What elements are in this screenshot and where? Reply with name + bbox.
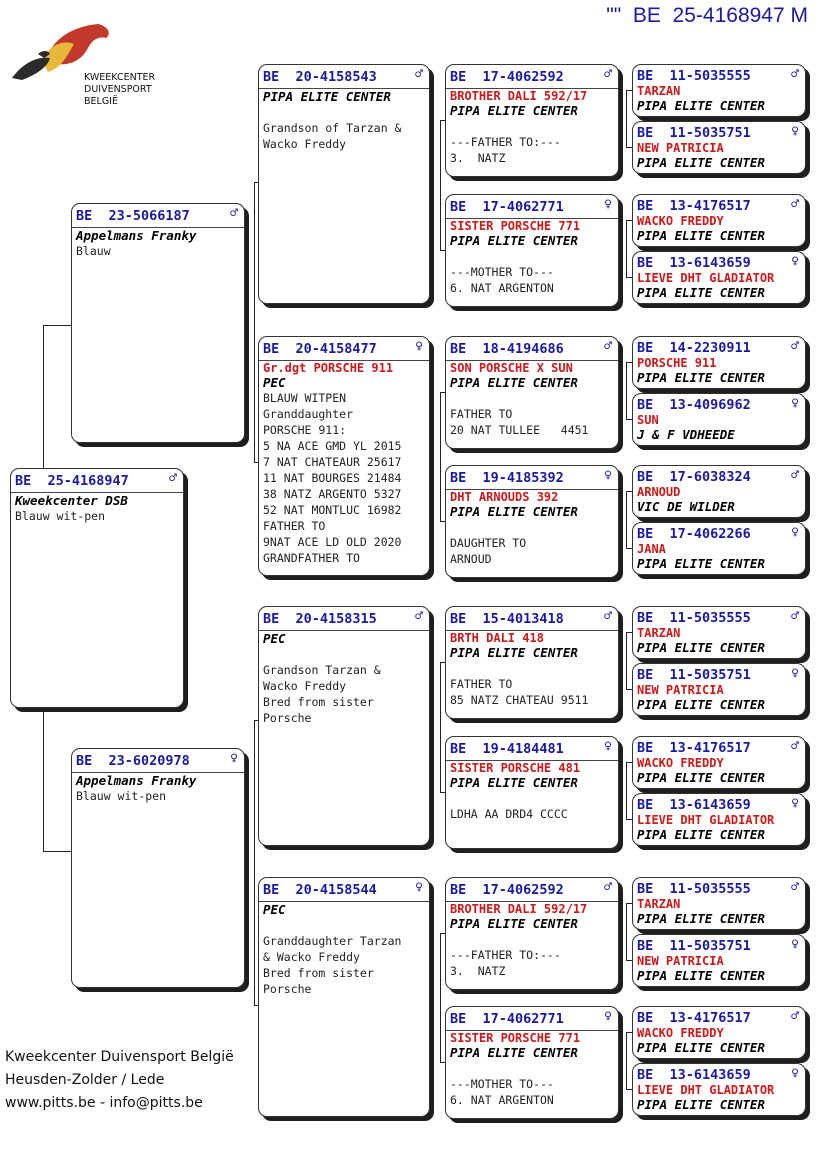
ring-number: BE 20-4158544 xyxy=(263,881,377,898)
ring-number: BE 17-4062592 xyxy=(450,68,564,85)
pigeon-card[interactable] xyxy=(632,465,806,518)
card-header xyxy=(446,607,618,631)
pigeon-description: ---MOTHER TO--- 6. NAT ARGENTON xyxy=(450,1077,554,1107)
sex-icon: ♀ xyxy=(604,197,612,212)
card-header xyxy=(72,749,244,773)
sex-icon: ♀ xyxy=(791,1066,799,1081)
card-header xyxy=(633,466,805,485)
pigeon-card[interactable] xyxy=(258,64,430,304)
sex-icon: ♀ xyxy=(791,666,799,681)
card-header xyxy=(446,737,618,761)
sex-icon: ♂ xyxy=(791,468,799,483)
ring-number: BE 17-4062771 xyxy=(450,1010,564,1027)
pigeon-name: PORSCHE 911 xyxy=(637,356,717,370)
sex-icon: ♂ xyxy=(791,609,799,624)
footer-contact[interactable]: www.pitts.be - info@pitts.be xyxy=(5,1095,203,1111)
breeder-name: PIPA ELITE CENTER xyxy=(450,504,578,519)
breeder-name: PIPA ELITE CENTER xyxy=(637,770,765,785)
ring-number: BE 11-5035751 xyxy=(637,125,751,141)
connector-line xyxy=(440,120,441,250)
ring-number: BE 11-5035751 xyxy=(637,667,751,683)
pigeon-card[interactable] xyxy=(445,465,619,578)
pigeon-description: BLAUW WITPEN Granddaughter PORSCHE 911: 5 NA ACE GMD YL 2015 7 NAT CHATEAUR 25617 11 NAT BOURGES 21484 38 NATZ ARGENTO 5327 52 NAT MONTLUC 16982 FATHER TO 9NAT ACE LD OLD 2020 GRANDFATHER TO xyxy=(263,391,402,565)
ring-number: BE 20-4158315 xyxy=(263,610,377,627)
pigeon-card[interactable] xyxy=(10,468,184,708)
pigeon-name: BROTHER DALI 592/17 xyxy=(450,89,588,103)
sex-icon: ♀ xyxy=(791,396,799,411)
sex-icon: ♂ xyxy=(230,206,238,221)
pigeon-name: Gr.dgt PORSCHE 911 xyxy=(263,361,394,375)
card-header xyxy=(633,337,805,356)
card-header xyxy=(259,65,429,89)
sex-icon: ♀ xyxy=(791,124,799,139)
card-header xyxy=(446,878,618,902)
ring-number: BE 17-4062266 xyxy=(637,526,751,542)
breeder-name: PIPA ELITE CENTER xyxy=(637,370,765,385)
breeder-name: PIPA ELITE CENTER xyxy=(637,968,765,983)
sex-icon: ♀ xyxy=(604,1009,612,1024)
pigeon-name: TARZAN xyxy=(637,84,681,98)
pigeon-description: Blauw xyxy=(76,244,111,258)
breeder-name: PIPA ELITE CENTER xyxy=(450,775,578,790)
pigeon-card[interactable] xyxy=(258,606,430,846)
pigeon-description: Grandson Tarzan & Wacko Freddy Bred from sister Porsche xyxy=(263,663,381,725)
pigeon-card[interactable] xyxy=(445,194,619,307)
breeder-name: Appelmans Franky xyxy=(76,228,197,243)
pigeon-name: LIEVE DHT GLADIATOR xyxy=(637,271,775,285)
sex-icon: ♀ xyxy=(604,739,612,754)
card-header xyxy=(259,607,429,631)
ring-number: BE 11-5035555 xyxy=(637,881,751,897)
pigeon-description: Granddaughter Tarzan & Wacko Freddy Bred from sister Porsche xyxy=(263,934,402,996)
pigeon-name: LIEVE DHT GLADIATOR xyxy=(637,1083,775,1097)
sex-icon: ♀ xyxy=(230,751,238,766)
pigeon-card[interactable] xyxy=(632,393,806,446)
connector-line xyxy=(43,851,71,852)
card-header xyxy=(259,337,429,361)
pigeon-card[interactable] xyxy=(632,336,806,389)
breeder-name: PIPA ELITE CENTER xyxy=(637,228,765,243)
pigeon-name: WACKO FREDDY xyxy=(637,214,724,228)
card-header xyxy=(633,122,805,141)
pigeon-name: SUN xyxy=(637,413,659,427)
pigeon-description: Blauw wit-pen xyxy=(15,509,106,523)
card-header xyxy=(11,469,183,493)
pigeon-name: LIEVE DHT GLADIATOR xyxy=(637,813,775,827)
pigeon-card[interactable] xyxy=(445,736,619,849)
breeder-name: PEC xyxy=(263,631,286,646)
pigeon-name: TARZAN xyxy=(637,626,681,640)
breeder-name: PIPA ELITE CENTER xyxy=(637,155,765,170)
card-header xyxy=(633,523,805,542)
pigeon-card[interactable] xyxy=(632,121,806,174)
pigeon-card[interactable] xyxy=(445,336,619,449)
sex-icon: ♂ xyxy=(791,339,799,354)
footer xyxy=(5,1046,234,1115)
breeder-name: PIPA ELITE CENTER xyxy=(450,233,578,248)
ring-number: BE 20-4158477 xyxy=(263,340,377,357)
pigeon-name: SISTER PORSCHE 481 xyxy=(450,761,581,775)
card-header xyxy=(633,195,805,214)
pigeon-card[interactable] xyxy=(632,251,806,304)
pigeon-name: WACKO FREDDY xyxy=(637,756,724,770)
ring-number: BE 11-5035555 xyxy=(637,68,751,84)
ring-number: BE 20-4158543 xyxy=(263,68,377,85)
ring-number: BE 13-6143659 xyxy=(637,1067,751,1083)
ring-number: BE 23-6020978 xyxy=(76,752,190,769)
pigeon-name: SISTER PORSCHE 771 xyxy=(450,1031,581,1045)
card-header xyxy=(633,878,805,897)
breeder-name: PEC xyxy=(263,375,286,390)
ring-number: BE 17-4062771 xyxy=(450,198,564,215)
pigeon-card[interactable] xyxy=(445,877,619,990)
breeder-name: PIPA ELITE CENTER xyxy=(450,916,578,931)
card-header xyxy=(446,195,618,219)
card-header xyxy=(72,204,244,228)
pigeon-name: SISTER PORSCHE 771 xyxy=(450,219,581,233)
card-header xyxy=(446,337,618,361)
pigeon-card[interactable] xyxy=(445,606,619,719)
connector-line xyxy=(440,662,441,792)
sex-icon: ♀ xyxy=(415,339,423,354)
card-header xyxy=(259,878,429,902)
breeder-name: Kweekcenter DSB xyxy=(15,493,128,508)
connector-line xyxy=(626,632,627,689)
card-header xyxy=(633,737,805,756)
connector-line xyxy=(626,762,627,819)
card-header xyxy=(446,65,618,89)
pigeon-description: FATHER TO 20 NAT TULLEE 4451 xyxy=(450,407,589,437)
pigeon-description: FATHER TO 85 NATZ CHATEAU 9511 xyxy=(450,677,589,707)
sex-icon: ♂ xyxy=(791,1009,799,1024)
pigeon-card[interactable] xyxy=(632,663,806,716)
ring-number: BE 13-6143659 xyxy=(637,255,751,271)
card-header xyxy=(633,252,805,271)
connector-line xyxy=(43,325,71,326)
card-header xyxy=(633,1007,805,1026)
breeder-name: PIPA ELITE CENTER xyxy=(637,98,765,113)
pigeon-name: ARNOUD xyxy=(637,485,681,499)
sex-icon: ♀ xyxy=(791,254,799,269)
ring-number: BE 11-5035751 xyxy=(637,938,751,954)
pigeon-description: ---FATHER TO:--- 3. NATZ xyxy=(450,948,561,978)
breeder-name: PIPA ELITE CENTER xyxy=(450,1045,578,1060)
ring-number: BE 14-2230911 xyxy=(637,340,751,356)
breeder-name: PIPA ELITE CENTER xyxy=(637,285,765,300)
card-header xyxy=(446,466,618,490)
sex-icon: ♂ xyxy=(604,67,612,82)
pigeon-card[interactable] xyxy=(632,934,806,987)
logo-line-2: DUIVENSPORT BELGIË xyxy=(84,84,152,107)
sex-icon: ♂ xyxy=(604,880,612,895)
pigeon-name: NEW PATRICIA xyxy=(637,954,724,968)
breeder-name: PIPA ELITE CENTER xyxy=(637,911,765,926)
breeder-name: PIPA ELITE CENTER xyxy=(637,640,765,655)
connector-line xyxy=(626,362,627,419)
sex-icon: ♂ xyxy=(604,339,612,354)
connector-line xyxy=(626,220,627,277)
sex-icon: ♀ xyxy=(791,796,799,811)
logo-line-1: KWEEKCENTER xyxy=(84,72,156,83)
pigeon-card[interactable] xyxy=(632,1006,806,1059)
pigeon-card[interactable] xyxy=(258,336,430,576)
pigeon-card[interactable] xyxy=(632,877,806,930)
connector-line xyxy=(440,933,441,1062)
pigeon-description: Blauw wit-pen xyxy=(76,789,167,803)
card-header xyxy=(633,1064,805,1083)
breeder-name: PIPA ELITE CENTER xyxy=(637,556,765,571)
card-header xyxy=(633,607,805,626)
card-header xyxy=(446,1007,618,1031)
connector-line xyxy=(43,325,44,468)
breeder-name: PIPA ELITE CENTER xyxy=(450,103,578,118)
sex-icon: ♂ xyxy=(169,471,177,486)
logo xyxy=(8,14,188,107)
pigeon-card[interactable] xyxy=(258,877,430,1117)
pigeon-name: NEW PATRICIA xyxy=(637,683,724,697)
pigeon-card[interactable] xyxy=(632,1063,806,1116)
pigeon-description: Grandson of Tarzan & Wacko Freddy xyxy=(263,121,402,151)
pigeon-name: JANA xyxy=(637,542,666,556)
pigeon-card[interactable] xyxy=(445,64,619,177)
pigeon-name: TARZAN xyxy=(637,897,681,911)
breeder-name: PIPA ELITE CENTER xyxy=(450,375,578,390)
breeder-name: J & F VDHEEDE xyxy=(637,427,735,442)
sex-icon: ♀ xyxy=(604,468,612,483)
sex-icon: ♀ xyxy=(791,525,799,540)
connector-line xyxy=(254,720,255,1005)
sex-icon: ♂ xyxy=(791,67,799,82)
ring-number: BE 19-4185392 xyxy=(450,469,564,486)
pigeon-name: SON PORSCHE X SUN xyxy=(450,361,573,375)
pigeon-name: DHT ARNOUDS 392 xyxy=(450,490,559,504)
pigeon-description: DAUGHTER TO ARNOUD xyxy=(450,536,527,566)
pigeon-name: WACKO FREDDY xyxy=(637,1026,724,1040)
breeder-name: Appelmans Franky xyxy=(76,773,197,788)
ring-number: BE 13-6143659 xyxy=(637,797,751,813)
ring-number: BE 18-4194686 xyxy=(450,340,564,357)
pigeon-name: BROTHER DALI 592/17 xyxy=(450,902,588,916)
connector-line xyxy=(626,90,627,147)
ring-number: BE 13-4176517 xyxy=(637,1010,751,1026)
pigeon-card[interactable] xyxy=(632,64,806,117)
footer-company: Kweekcenter Duivensport België xyxy=(5,1049,234,1065)
ring-number: BE 13-4096962 xyxy=(637,397,751,413)
sex-icon: ♂ xyxy=(791,739,799,754)
sex-icon: ♀ xyxy=(415,880,423,895)
connector-line xyxy=(43,708,44,851)
sex-icon: ♀ xyxy=(791,937,799,952)
connector-line xyxy=(626,491,627,548)
pigeon-card[interactable] xyxy=(632,606,806,659)
sex-icon: ♂ xyxy=(791,880,799,895)
pigeon-name: NEW PATRICIA xyxy=(637,141,724,155)
card-header xyxy=(633,65,805,84)
connector-line xyxy=(254,182,255,462)
breeder-name: PIPA ELITE CENTER xyxy=(637,1040,765,1055)
breeder-name: PIPA ELITE CENTER xyxy=(450,645,578,660)
connector-line xyxy=(440,392,441,521)
card-header xyxy=(633,935,805,954)
ring-number: BE 23-5066187 xyxy=(76,207,190,224)
ring-number: BE 17-6038324 xyxy=(637,469,751,485)
sex-icon: ♂ xyxy=(791,197,799,212)
pigeon-description: ---FATHER TO:--- 3. NATZ xyxy=(450,135,561,165)
breeder-name: PIPA ELITE CENTER xyxy=(637,697,765,712)
ring-number: BE 25-4168947 xyxy=(15,472,129,489)
pigeon-name: BRTH DALI 418 xyxy=(450,631,544,645)
breeder-name: VIC DE WILDER xyxy=(637,499,735,514)
pigeon-card[interactable] xyxy=(71,203,245,443)
sex-icon: ♂ xyxy=(604,609,612,624)
sex-icon: ♂ xyxy=(415,67,423,82)
breeder-name: PIPA ELITE CENTER xyxy=(637,827,765,842)
card-header xyxy=(633,794,805,813)
pigeon-card[interactable] xyxy=(632,793,806,846)
pigeon-description: LDHA AA DRD4 CCCC xyxy=(450,807,568,821)
breeder-name: PIPA ELITE CENTER xyxy=(263,89,391,104)
pigeon-card[interactable] xyxy=(71,748,245,988)
pigeon-card[interactable] xyxy=(632,736,806,789)
pigeon-card[interactable] xyxy=(445,1006,619,1119)
ring-number: BE 13-4176517 xyxy=(637,198,751,214)
connector-line xyxy=(626,1032,627,1089)
pigeon-card[interactable] xyxy=(632,194,806,247)
breeder-name: PIPA ELITE CENTER xyxy=(637,1097,765,1112)
footer-location: Heusden-Zolder / Lede xyxy=(5,1072,165,1088)
card-header xyxy=(633,394,805,413)
ring-number: BE 13-4176517 xyxy=(637,740,751,756)
ring-number: BE 11-5035555 xyxy=(637,610,751,626)
card-header xyxy=(633,664,805,683)
pigeon-description: ---MOTHER TO--- 6. NAT ARGENTON xyxy=(450,265,554,295)
pigeon-card[interactable] xyxy=(632,522,806,575)
ring-number: BE 17-4062592 xyxy=(450,881,564,898)
ring-number: BE 19-4184481 xyxy=(450,740,564,757)
sex-icon: ♂ xyxy=(415,609,423,624)
pedigree-title: "" BE 25-4168947 M xyxy=(606,4,808,27)
ring-number: BE 15-4013418 xyxy=(450,610,564,627)
breeder-name: PEC xyxy=(263,902,286,917)
connector-line xyxy=(626,903,627,960)
